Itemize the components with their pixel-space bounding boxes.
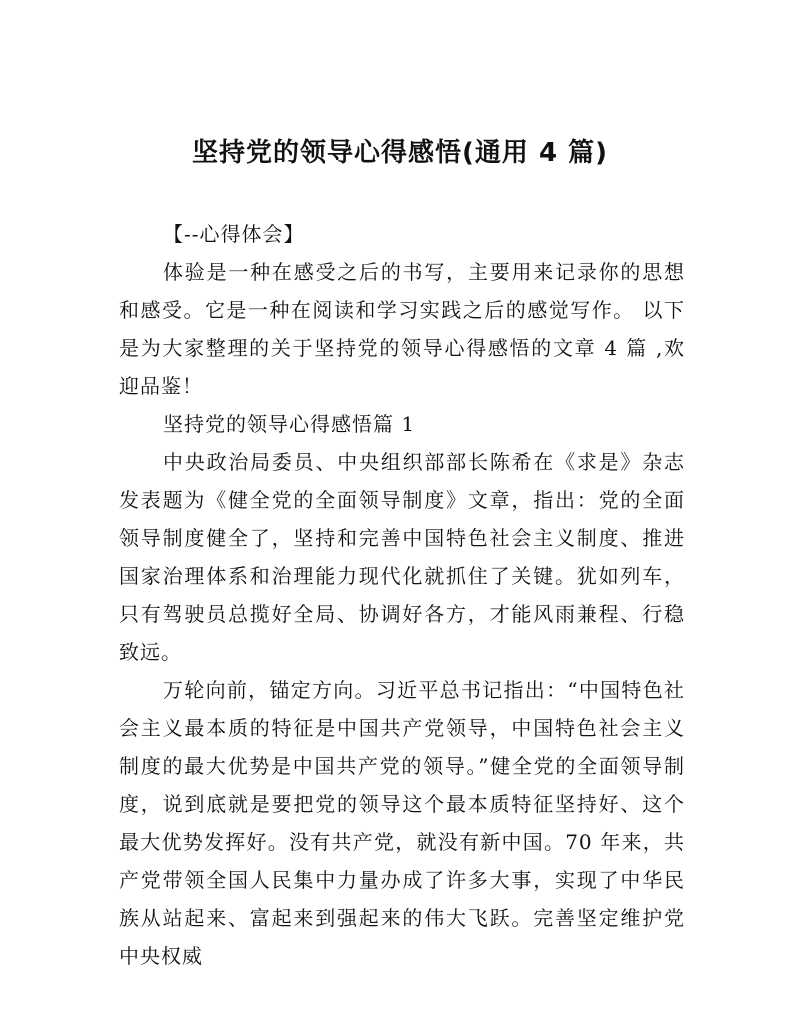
section-heading: 坚持党的领导心得感悟篇 1	[163, 412, 416, 436]
body-paragraph: 中央政治局委员、中央组织部部长陈希在《求是》杂志发表题为《健全党的全面领导制度》文章，指出：党的全面领导制度健全了，坚持和完善中国特色社会主义制度、推进国家治理体系和治理能力现代化就抓住了关键。犹如列车，只有驾驶员总揽好全局、协调好各方，才能风雨兼程、行稳致远。	[119, 450, 685, 664]
intro-paragraph: 体验是一种在感受之后的书写，主要用来记录你的思想和感受。它是一种在阅读和学习实践之后的感觉写作。 以下是为大家整理的关于坚持党的领导心得感悟的文章 4 篇 ,欢迎品鉴！	[119, 260, 685, 398]
document-body	[119, 215, 685, 975]
category-tag: 【--心得体会】	[163, 222, 305, 246]
document-title: 坚持党的领导心得感悟(通用 4 篇)	[192, 138, 608, 168]
body-paragraph: 万轮向前，锚定方向。习近平总书记指出：“中国特色社会主义最本质的特征是中国共产党领导，中国特色社会主义制度的最大优势是中国共产党的领导。”健全党的全面领导制度，说到底就是要把党的领导这个最本质特征坚持好、这个最大优势发挥好。没有共产党，就没有新中国。70 年来，共产党带领全国人民集中力量办成了许多大事，实现了中华民族从站起来、富起来到强起来的伟大飞跃。完善坚定维护党中央权威	[119, 678, 685, 968]
